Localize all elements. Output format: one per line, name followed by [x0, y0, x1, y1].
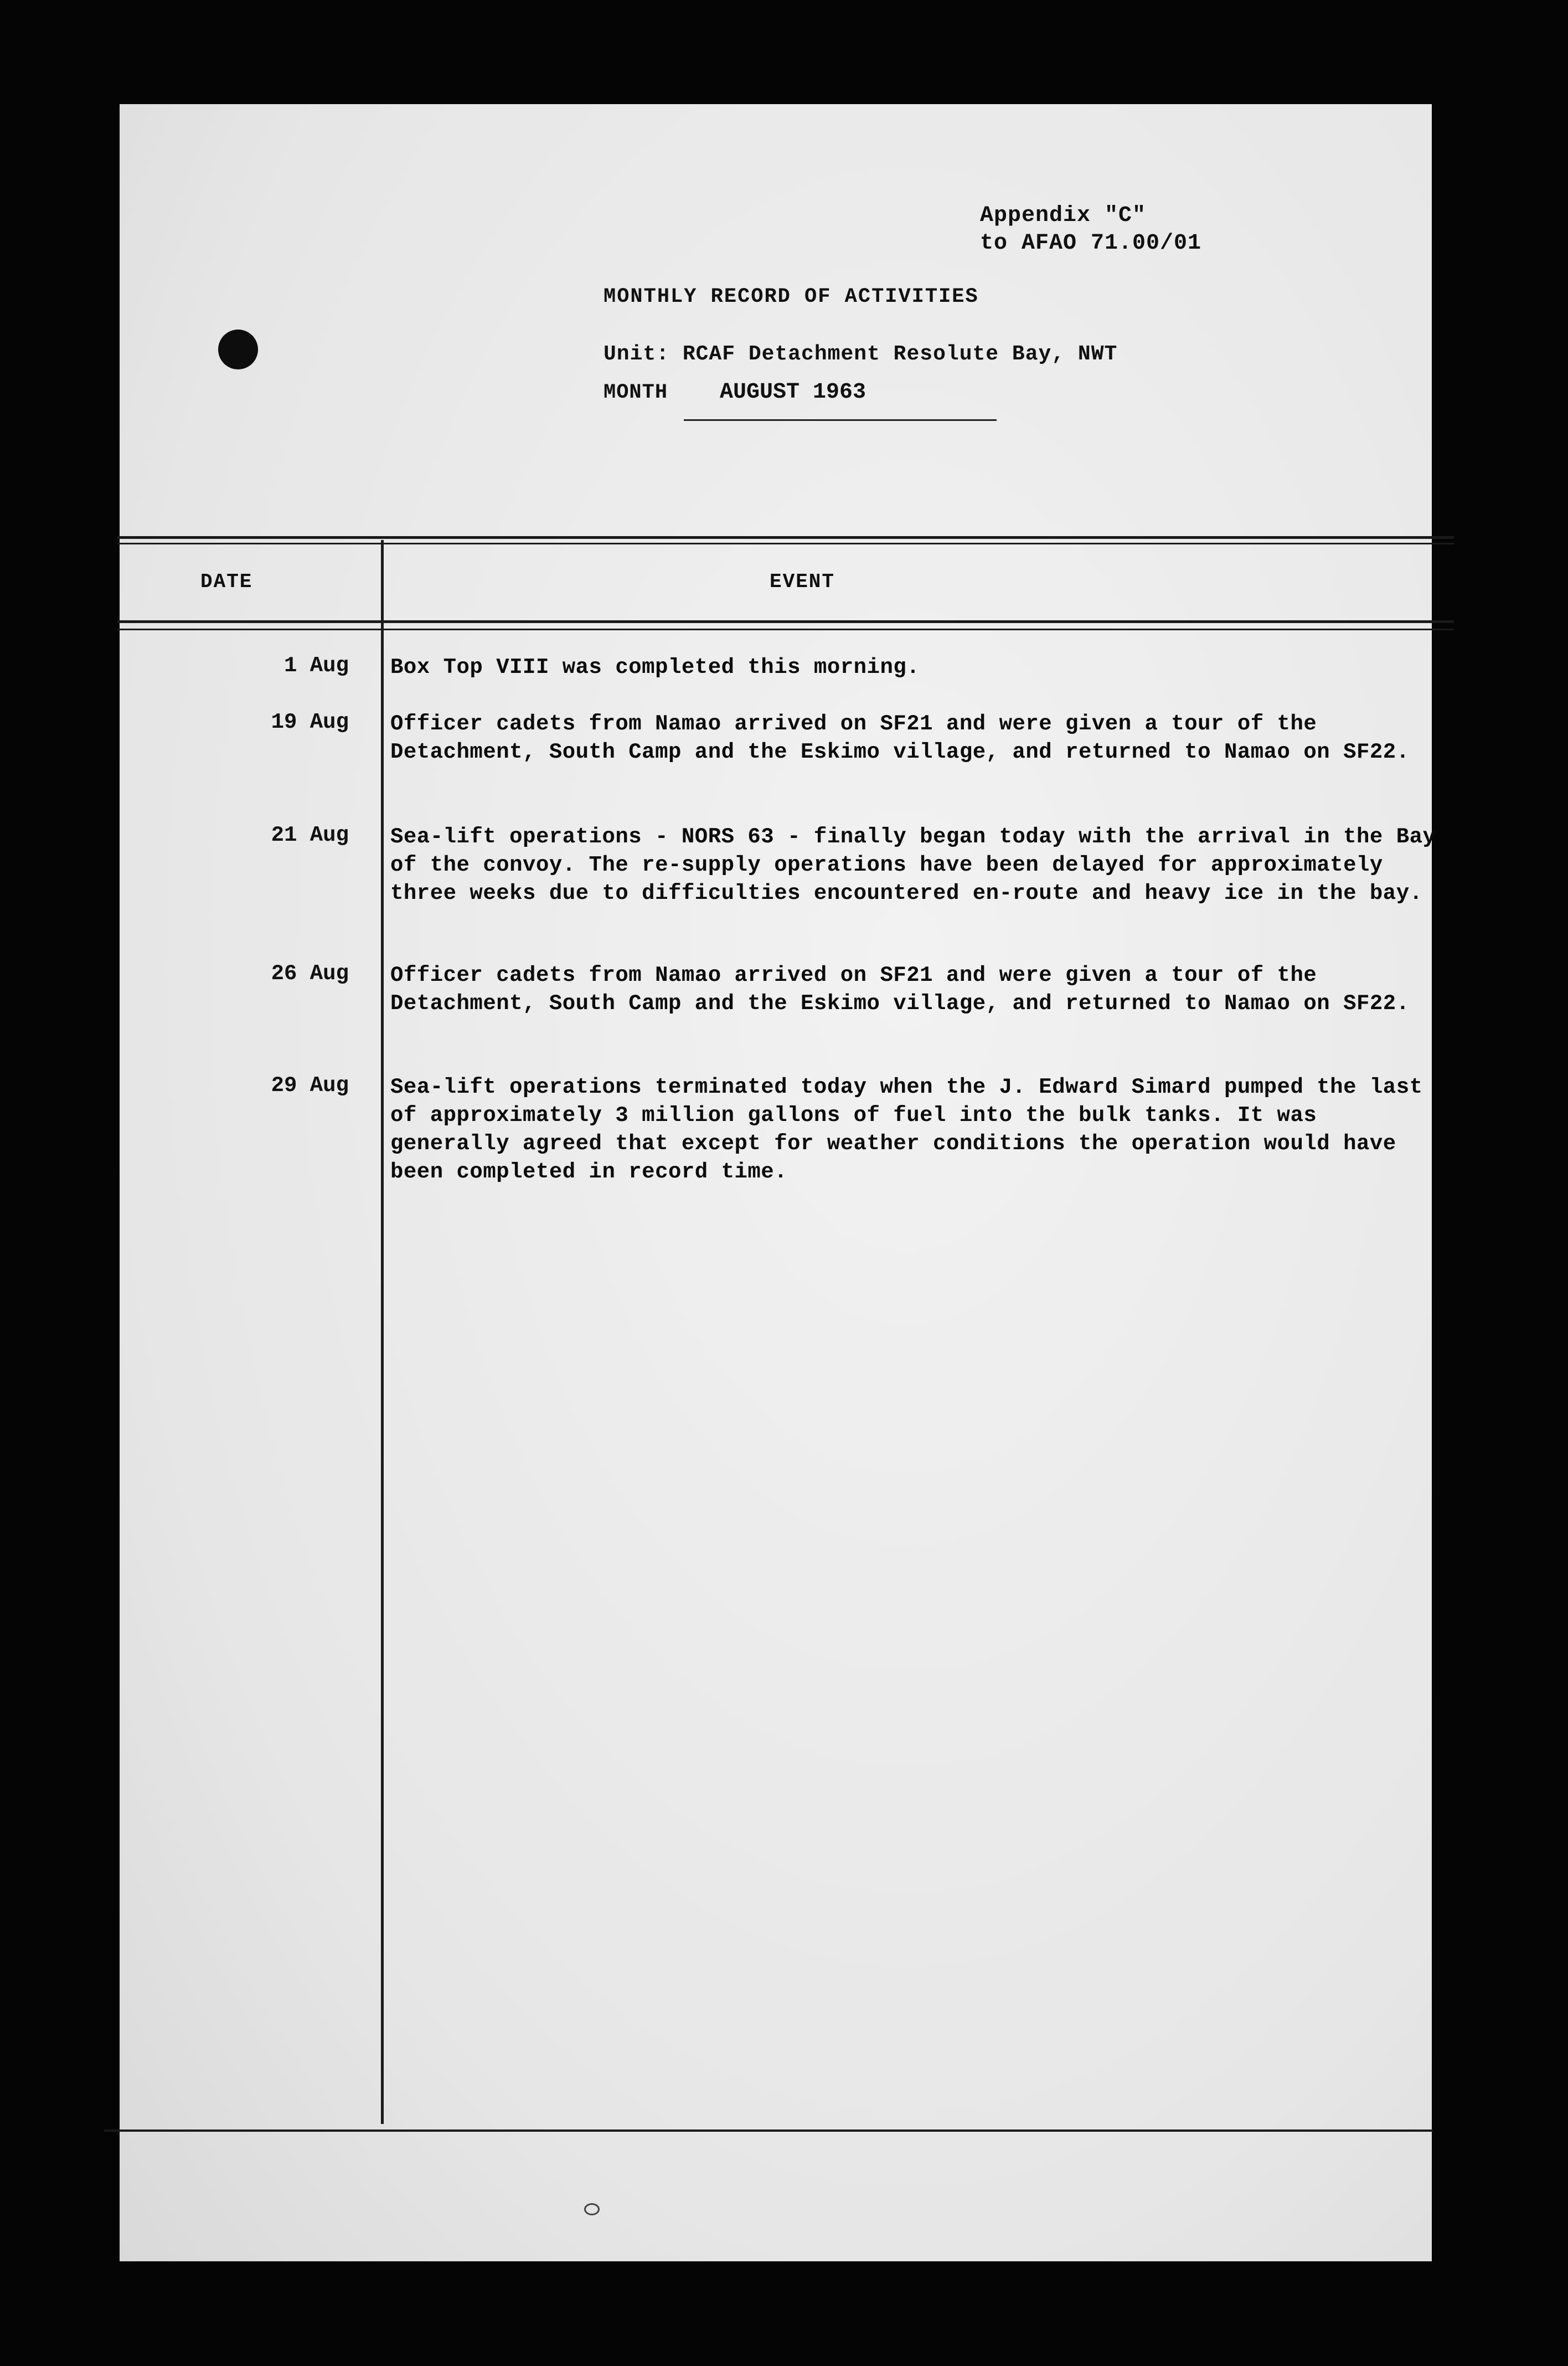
month-label: MONTH	[604, 381, 668, 404]
row-date: 29 Aug	[271, 1073, 349, 1098]
header-bottom-rule-2	[117, 629, 1454, 630]
appendix-line-1: Appendix "C"	[980, 203, 1147, 228]
row-date: 1 Aug	[283, 654, 349, 678]
header-bottom-rule	[117, 620, 1454, 623]
table-top-rule	[117, 536, 1454, 539]
month-value: AUGUST 1963	[720, 380, 866, 405]
row-event: Officer cadets from Namao arrived on SF21 and were given a tour of the Detachment, South Camp and the Eskimo village, and returned to Namao on SF22.	[390, 712, 1410, 764]
table-top-rule-2	[117, 543, 1454, 544]
punch-hole	[218, 330, 258, 369]
row-event: Officer cadets from Namao arrived on SF21 and were given a tour of the Detachment, South Camp and the Eskimo village, and returned to Namao on SF22.	[390, 963, 1410, 1016]
row-event: Sea-lift operations terminated today when the J. Edward Simard pumped the last of approximately 3 million gallons of fuel into the bulk tanks. It was generally agreed that except for weather conditions the operation would have been completed in record time.	[390, 1075, 1423, 1184]
date-column-header: DATE	[200, 570, 253, 593]
row-event: Sea-lift operations - NORS 63 - finally began today with the arrival in the Bay of the convoy. The re-supply operations have been delayed for approximately three weeks due to difficulties encountered en-route and heavy ice in the bay.	[390, 825, 1436, 906]
row-date: 26 Aug	[271, 961, 349, 986]
table-bottom-rule	[104, 2130, 1433, 2132]
unit-line: Unit: RCAF Detachment Resolute Bay, NWT	[604, 342, 1118, 366]
appendix-reference	[980, 202, 1201, 258]
month-underline	[684, 419, 997, 421]
ink-mark	[584, 2203, 600, 2215]
row-date: 21 Aug	[271, 823, 349, 847]
document-title: MONTHLY RECORD OF ACTIVITIES	[604, 285, 979, 308]
event-column-header: EVENT	[770, 570, 835, 593]
row-date: 19 Aug	[271, 710, 349, 734]
appendix-line-2: to AFAO 71.00/01	[980, 231, 1202, 256]
column-divider	[381, 540, 384, 2124]
row-event: Box Top VIII was completed this morning.	[390, 655, 920, 680]
